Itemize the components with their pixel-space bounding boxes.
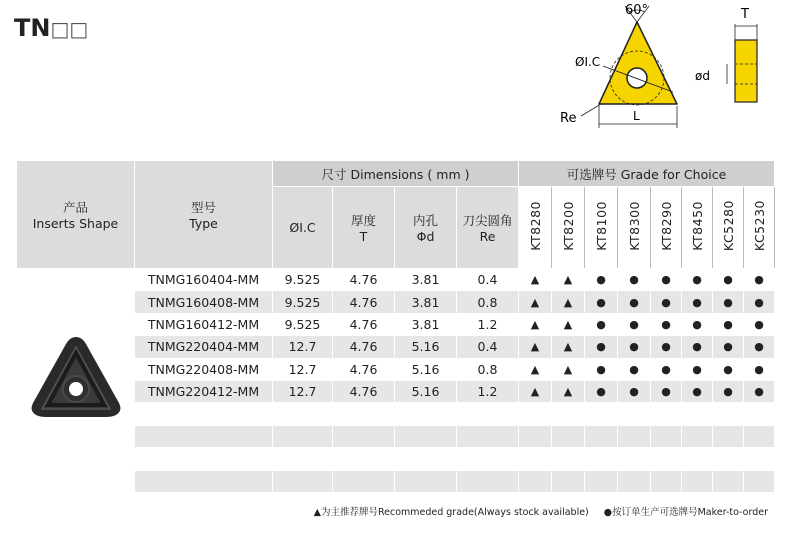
- grade-mark: ▲: [552, 313, 585, 335]
- grade-mark: [519, 470, 552, 492]
- grade-mark: ●: [618, 313, 651, 335]
- grade-mark: ▲: [519, 380, 552, 402]
- grade-mark: ●: [585, 358, 618, 380]
- grade-mark: ●: [744, 380, 775, 402]
- grade-label: KT8100: [593, 201, 609, 251]
- grade-header: [651, 187, 682, 269]
- grade-mark: ▲: [552, 358, 585, 380]
- radius-cell: [457, 403, 519, 425]
- l-label: L: [633, 109, 640, 123]
- hole-cell: 3.81: [395, 313, 457, 335]
- ic-cell: [273, 425, 333, 447]
- d-label: ød: [695, 69, 710, 83]
- grade-mark: [519, 448, 552, 470]
- header-ic: ØI.C: [273, 187, 333, 269]
- grade-mark: [585, 425, 618, 447]
- insert-triangle-shape: [599, 22, 677, 104]
- header-radius-sym: Re: [479, 229, 496, 244]
- hole-cell: 3.81: [395, 291, 457, 313]
- grade-mark: [552, 403, 585, 425]
- radius-cell: 0.8: [457, 291, 519, 313]
- grade-mark: [585, 448, 618, 470]
- grade-header: [744, 187, 775, 269]
- radius-cell: [457, 448, 519, 470]
- hole-cell: 5.16: [395, 380, 457, 402]
- grade-mark: [744, 470, 775, 492]
- grade-mark: ●: [713, 291, 744, 313]
- grade-header: [585, 187, 618, 269]
- hole-cell: 5.16: [395, 336, 457, 358]
- grade-mark: ●: [713, 358, 744, 380]
- type-cell: TNMG220404-MM: [135, 336, 273, 358]
- grade-mark: ●: [713, 380, 744, 402]
- ic-cell: 9.525: [273, 291, 333, 313]
- grade-mark: ●: [682, 380, 713, 402]
- grade-mark: [682, 470, 713, 492]
- grade-mark: [713, 448, 744, 470]
- type-cell: TNMG160404-MM: [135, 269, 273, 291]
- ic-cell: 12.7: [273, 336, 333, 358]
- grade-mark: ●: [682, 269, 713, 291]
- grade-label: KT8200: [560, 201, 576, 251]
- grade-mark: [713, 425, 744, 447]
- grade-mark: ●: [618, 291, 651, 313]
- ic-cell: [273, 403, 333, 425]
- grade-mark: ●: [682, 336, 713, 358]
- grade-mark: ●: [651, 336, 682, 358]
- grade-mark: ●: [618, 380, 651, 402]
- grade-mark: [618, 403, 651, 425]
- hole-cell: [395, 448, 457, 470]
- thickness-cell: 4.76: [333, 313, 395, 335]
- grade-mark: ▲: [519, 336, 552, 358]
- grade-mark: [651, 403, 682, 425]
- thickness-cell: [333, 425, 395, 447]
- grade-mark: ●: [744, 336, 775, 358]
- type-cell: TNMG160412-MM: [135, 313, 273, 335]
- grade-mark: ●: [618, 269, 651, 291]
- header-dimensions: 尺寸 Dimensions ( mm ): [273, 161, 519, 187]
- type-cell: [135, 448, 273, 470]
- grade-label: KT8290: [658, 201, 674, 251]
- header-hole: [395, 187, 457, 269]
- grade-mark: ●: [651, 269, 682, 291]
- type-cell: [135, 403, 273, 425]
- grade-mark: [651, 470, 682, 492]
- grade-mark: ●: [651, 313, 682, 335]
- header-type-label: 型号: [190, 200, 216, 215]
- ic-cell: 9.525: [273, 269, 333, 291]
- spec-table: [16, 160, 775, 493]
- grade-mark: ●: [651, 380, 682, 402]
- type-cell: [135, 470, 273, 492]
- grade-mark: [552, 425, 585, 447]
- grade-mark: ▲: [519, 269, 552, 291]
- grade-label: KC5280: [720, 200, 736, 252]
- radius-cell: 0.4: [457, 336, 519, 358]
- insert-side-view: [735, 40, 757, 102]
- grade-mark: ●: [744, 313, 775, 335]
- insert-photo-icon: [26, 331, 126, 427]
- grade-mark: ●: [682, 313, 713, 335]
- header-radius-label: 刀尖圆角: [462, 213, 513, 228]
- type-cell: [135, 425, 273, 447]
- grade-mark: [519, 403, 552, 425]
- thickness-cell: 4.76: [333, 269, 395, 291]
- grade-mark: [713, 470, 744, 492]
- grade-header: [618, 187, 651, 269]
- grade-header: [552, 187, 585, 269]
- grade-mark: [552, 470, 585, 492]
- hole-cell: [395, 425, 457, 447]
- grade-label: KC5230: [751, 200, 767, 252]
- grade-mark: ●: [618, 358, 651, 380]
- grade-mark: ●: [585, 269, 618, 291]
- insert-hole: [627, 68, 647, 88]
- grade-header: [519, 187, 552, 269]
- radius-cell: 0.4: [457, 269, 519, 291]
- grade-mark: ▲: [552, 269, 585, 291]
- grade-mark: ▲: [519, 313, 552, 335]
- grade-mark: ▲: [552, 291, 585, 313]
- header-thickness-sym: T: [359, 229, 368, 244]
- ic-label: ØI.C: [575, 55, 601, 69]
- grade-label: KT8450: [689, 201, 705, 251]
- grade-mark: ▲: [552, 380, 585, 402]
- footnote: [302, 504, 768, 518]
- page-title: [14, 14, 88, 42]
- thickness-cell: 4.76: [333, 336, 395, 358]
- thickness-cell: [333, 403, 395, 425]
- insert-diagram: [555, 0, 785, 135]
- footnote-recommended: ▲为主推荐牌号Recommeded grade(Always stock available): [313, 507, 589, 518]
- header-type-en: Type: [189, 216, 218, 231]
- grade-mark: ●: [682, 291, 713, 313]
- thickness-cell: 4.76: [333, 358, 395, 380]
- thickness-cell: [333, 448, 395, 470]
- type-cell: TNMG220412-MM: [135, 380, 273, 402]
- grade-mark: ●: [618, 336, 651, 358]
- grade-mark: ●: [744, 269, 775, 291]
- grade-mark: ●: [713, 269, 744, 291]
- grade-mark: ●: [682, 358, 713, 380]
- title-main: TN: [14, 14, 51, 42]
- grade-mark: ●: [713, 336, 744, 358]
- header-hole-label: 内孔: [412, 213, 438, 228]
- grade-mark: ●: [744, 291, 775, 313]
- grade-mark: [682, 448, 713, 470]
- re-label: Re: [560, 111, 577, 126]
- grade-mark: ●: [585, 336, 618, 358]
- grade-mark: [744, 425, 775, 447]
- grade-header: [713, 187, 744, 269]
- radius-cell: [457, 470, 519, 492]
- thickness-cell: 4.76: [333, 380, 395, 402]
- insert-photo: [17, 269, 135, 493]
- header-product: [17, 161, 135, 269]
- grade-mark: ●: [585, 313, 618, 335]
- grade-mark: [618, 425, 651, 447]
- grade-label: KT8280: [527, 201, 543, 251]
- grade-mark: ●: [585, 380, 618, 402]
- grade-mark: [552, 448, 585, 470]
- grade-mark: [744, 448, 775, 470]
- header-thickness: [333, 187, 395, 269]
- header-thickness-label: 厚度: [350, 213, 376, 228]
- header-radius: [457, 187, 519, 269]
- hole-cell: [395, 470, 457, 492]
- grade-label: KT8300: [626, 201, 642, 251]
- ic-cell: [273, 448, 333, 470]
- grade-mark: ▲: [519, 291, 552, 313]
- hole-cell: 5.16: [395, 358, 457, 380]
- table-row: [17, 269, 775, 291]
- grade-mark: [713, 403, 744, 425]
- header-grade: 可选牌号 Grade for Choice: [519, 161, 775, 187]
- header-hole-sym: Φd: [416, 229, 435, 244]
- angle-label: 60°: [625, 3, 649, 18]
- grade-mark: [519, 425, 552, 447]
- grade-mark: ●: [651, 358, 682, 380]
- grade-mark: [585, 470, 618, 492]
- grade-mark: ●: [651, 291, 682, 313]
- grade-mark: [682, 403, 713, 425]
- radius-cell: [457, 425, 519, 447]
- thickness-cell: [333, 470, 395, 492]
- header-type: [135, 161, 273, 269]
- footnote-maker: ●按订单生产可选牌号Maker-to-order: [603, 507, 768, 518]
- thickness-cell: 4.76: [333, 291, 395, 313]
- hole-cell: [395, 403, 457, 425]
- grade-mark: [744, 403, 775, 425]
- grade-mark: [585, 403, 618, 425]
- grade-mark: [618, 470, 651, 492]
- ic-cell: 12.7: [273, 358, 333, 380]
- grade-mark: [651, 448, 682, 470]
- ic-cell: 9.525: [273, 313, 333, 335]
- header-product-label: 产品: [62, 200, 88, 215]
- grade-mark: ●: [585, 291, 618, 313]
- grade-mark: ●: [744, 358, 775, 380]
- grade-header: [682, 187, 713, 269]
- hole-cell: 3.81: [395, 269, 457, 291]
- radius-cell: 1.2: [457, 313, 519, 335]
- radius-cell: 1.2: [457, 380, 519, 402]
- header-product-en: Inserts Shape: [32, 216, 119, 231]
- grade-mark: [651, 425, 682, 447]
- type-cell: TNMG220408-MM: [135, 358, 273, 380]
- title-suffix: □□: [50, 17, 89, 41]
- grade-mark: ●: [713, 313, 744, 335]
- grade-mark: ▲: [519, 358, 552, 380]
- type-cell: TNMG160408-MM: [135, 291, 273, 313]
- radius-cell: 0.8: [457, 358, 519, 380]
- ic-cell: 12.7: [273, 380, 333, 402]
- grade-mark: [682, 425, 713, 447]
- grade-mark: ▲: [552, 336, 585, 358]
- t-label: T: [741, 7, 749, 22]
- grade-mark: [618, 448, 651, 470]
- ic-cell: [273, 470, 333, 492]
